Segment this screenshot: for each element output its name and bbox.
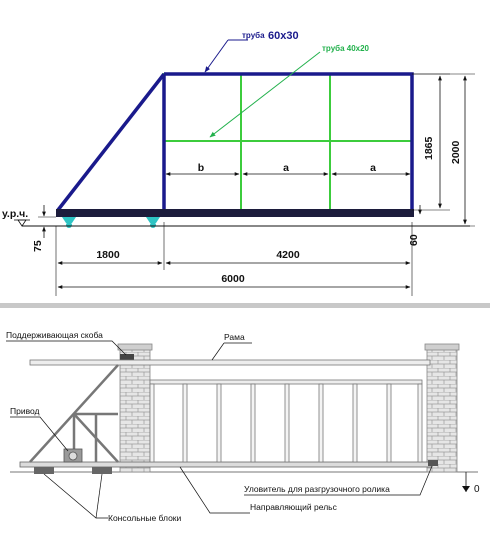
cell-label-a1: a [283, 162, 289, 174]
frame-label: Рама [224, 332, 245, 342]
dim-75: 75 [32, 240, 44, 252]
dim-60: 60 [408, 234, 420, 246]
cell-dimension-b [166, 162, 239, 174]
ground-mark-label: у.р.ч. [2, 208, 29, 220]
callout-catcher [244, 466, 432, 495]
zero-mark-label: 0 [474, 484, 480, 495]
cell-dimension-a2 [332, 162, 410, 174]
width-dims [56, 222, 412, 296]
section-divider [0, 303, 490, 308]
dim-1865: 1865 [423, 136, 435, 160]
outer-frame [58, 74, 412, 212]
roller-catcher [428, 460, 438, 466]
height-dim-1865 [412, 74, 450, 210]
console-block-right [92, 467, 112, 474]
callout-console-blocks [44, 474, 182, 523]
callout-frame [212, 332, 252, 360]
console-block-left [34, 467, 54, 474]
dim-1800: 1800 [96, 249, 120, 261]
dim-75-group [32, 205, 56, 252]
dim-4200: 4200 [276, 249, 300, 261]
drive-unit [64, 449, 82, 462]
zero-level-mark [462, 472, 480, 495]
cell-label-a2: a [370, 162, 376, 174]
console-blocks-label: Консольные блоки [108, 513, 182, 523]
top-gate-drawing [2, 30, 475, 296]
dim-6000: 6000 [221, 273, 245, 285]
support-bracket-label: Поддерживающая скоба [6, 330, 103, 340]
pipe-outer-prefix: труба [242, 31, 265, 40]
pipe-outer-size: 60x30 [268, 30, 299, 42]
catcher-label: Уловитель для разгрузочного ролика [244, 484, 390, 494]
pipe-inner-callout [210, 44, 370, 137]
cell-label-b: b [197, 162, 205, 174]
dim-2000: 2000 [450, 140, 462, 164]
height-dim-2000 [412, 74, 475, 226]
callout-support-bracket [6, 330, 126, 355]
bottom-gate-drawing [6, 330, 480, 523]
pipe-inner-label: труба 40x20 [322, 44, 370, 53]
cell-dimension-a1 [243, 162, 328, 174]
guide-rail-label: Направляющий рельс [250, 502, 337, 512]
pipe-outer-callout [205, 30, 299, 72]
bottom-rail-beam [56, 209, 414, 217]
drive-label: Привод [10, 406, 40, 416]
inner-frame-grid [164, 74, 412, 210]
